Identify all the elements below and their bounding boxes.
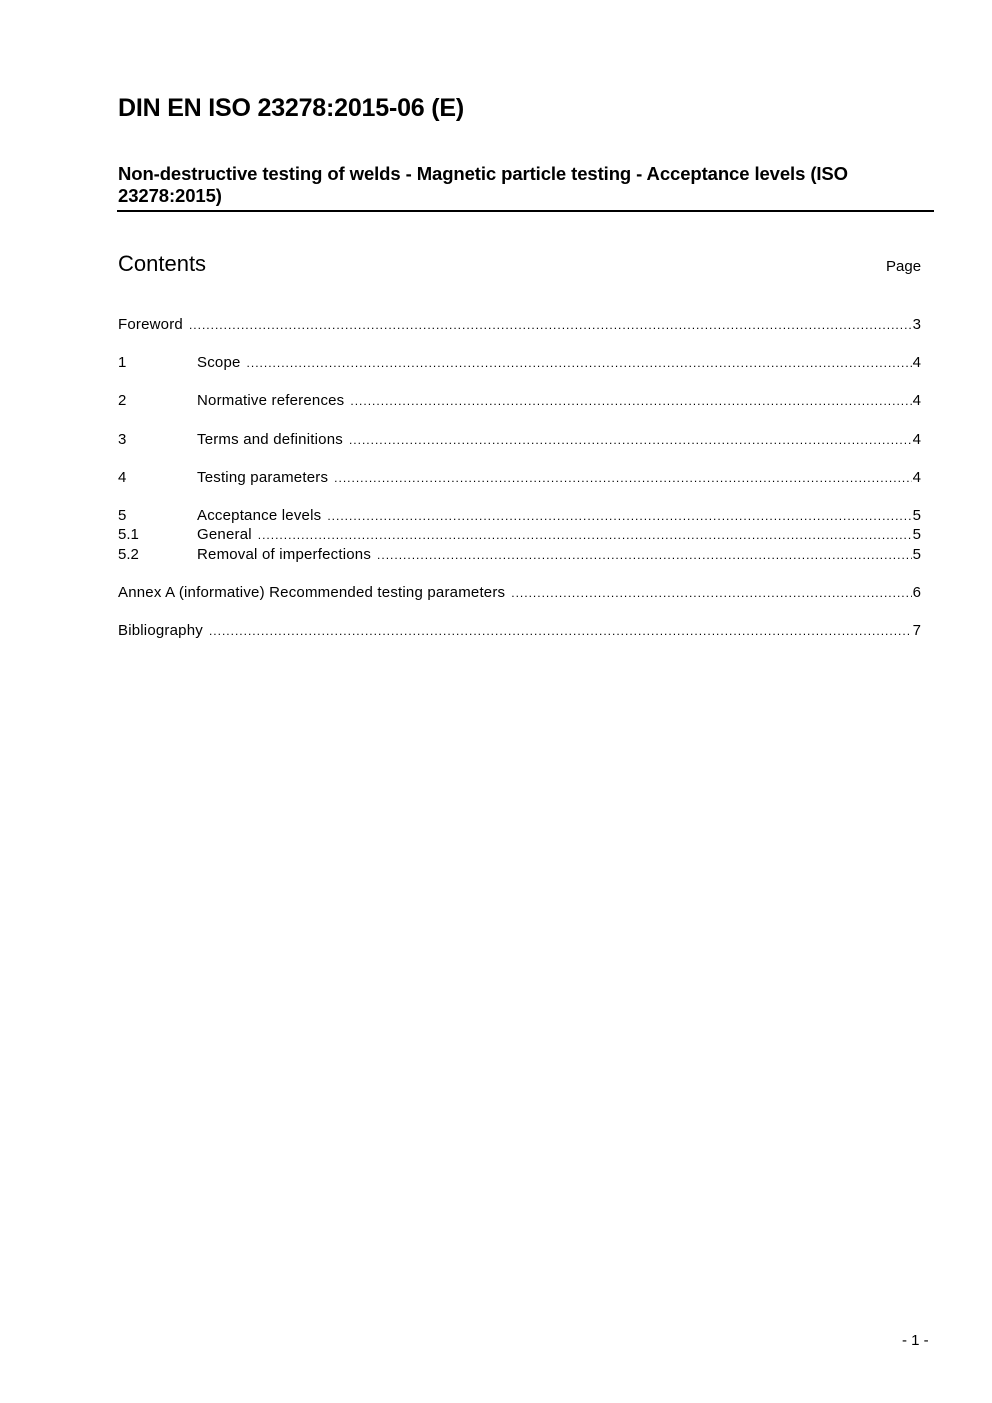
title-divider — [117, 210, 934, 212]
toc-entry-page: 5 — [912, 526, 921, 543]
toc-entry-title: General — [197, 526, 252, 543]
toc-entry-number: 2 — [118, 392, 127, 409]
document-title: DIN EN ISO 23278:2015-06 (E) — [118, 94, 464, 122]
toc-entry-page: 4 — [912, 354, 921, 371]
toc-entry-normative-references[interactable] — [118, 391, 921, 411]
toc-entry-page: 5 — [912, 546, 921, 563]
toc-dot-leader — [511, 583, 911, 603]
toc-entry-title: Scope — [197, 354, 241, 371]
toc-entry-page: 6 — [912, 584, 921, 601]
toc-entry-testing-parameters[interactable] — [118, 468, 921, 488]
toc-entry-page: 3 — [912, 316, 921, 333]
toc-dot-leader — [209, 621, 912, 641]
toc-entry-title: Acceptance levels — [197, 507, 322, 524]
toc-entry-title: Foreword — [118, 316, 183, 333]
toc-dot-leader — [189, 315, 912, 335]
toc-entry-number: 5 — [118, 507, 127, 524]
toc-entry-number: 1 — [118, 354, 127, 371]
toc-entry-page: 5 — [912, 507, 921, 524]
footer-page-number: - 1 - — [902, 1332, 929, 1349]
toc-entry-title: Terms and definitions — [197, 431, 343, 448]
toc-entry-number: 4 — [118, 469, 127, 486]
toc-dot-leader — [377, 545, 912, 565]
toc-dot-leader — [247, 353, 912, 373]
toc-entry-title: Annex A (informative) Recommended testing parameters — [118, 584, 506, 601]
toc-entry-general[interactable] — [118, 525, 921, 545]
toc-dot-leader — [258, 525, 912, 545]
toc-entry-page: 4 — [912, 469, 921, 486]
toc-entry-number: 3 — [118, 431, 127, 448]
toc-entry-page: 4 — [912, 392, 921, 409]
toc-dot-leader — [327, 506, 911, 526]
toc-entry-scope[interactable] — [118, 353, 921, 373]
toc-entry-annex-a[interactable] — [118, 583, 921, 603]
toc-entry-title: Bibliography — [118, 622, 203, 639]
toc-entry-title: Removal of imperfections — [197, 546, 372, 563]
toc-entry-title: Testing parameters — [197, 469, 329, 486]
page-column-heading: Page — [886, 258, 922, 275]
toc-entry-acceptance-levels[interactable] — [118, 506, 921, 526]
toc-dot-leader — [350, 391, 911, 411]
toc-entry-foreword[interactable] — [118, 315, 921, 335]
toc-entry-bibliography[interactable] — [118, 621, 921, 641]
toc-entry-removal-of-imperfections[interactable] — [118, 545, 921, 565]
toc-entry-number: 5.1 — [118, 526, 139, 543]
toc-dot-leader — [334, 468, 911, 488]
toc-dot-leader — [349, 430, 912, 450]
toc-entry-page: 7 — [912, 622, 921, 639]
toc-entry-terms-and-definitions[interactable] — [118, 430, 921, 450]
toc-entry-page: 4 — [912, 431, 921, 448]
toc-entry-number: 5.2 — [118, 546, 139, 563]
contents-heading: Contents — [118, 251, 207, 276]
toc-entry-title: Normative references — [197, 392, 345, 409]
document-subtitle: Non-destructive testing of welds - Magnetic particle testing - Acceptance levels (ISO 23278:2015) — [118, 163, 848, 206]
